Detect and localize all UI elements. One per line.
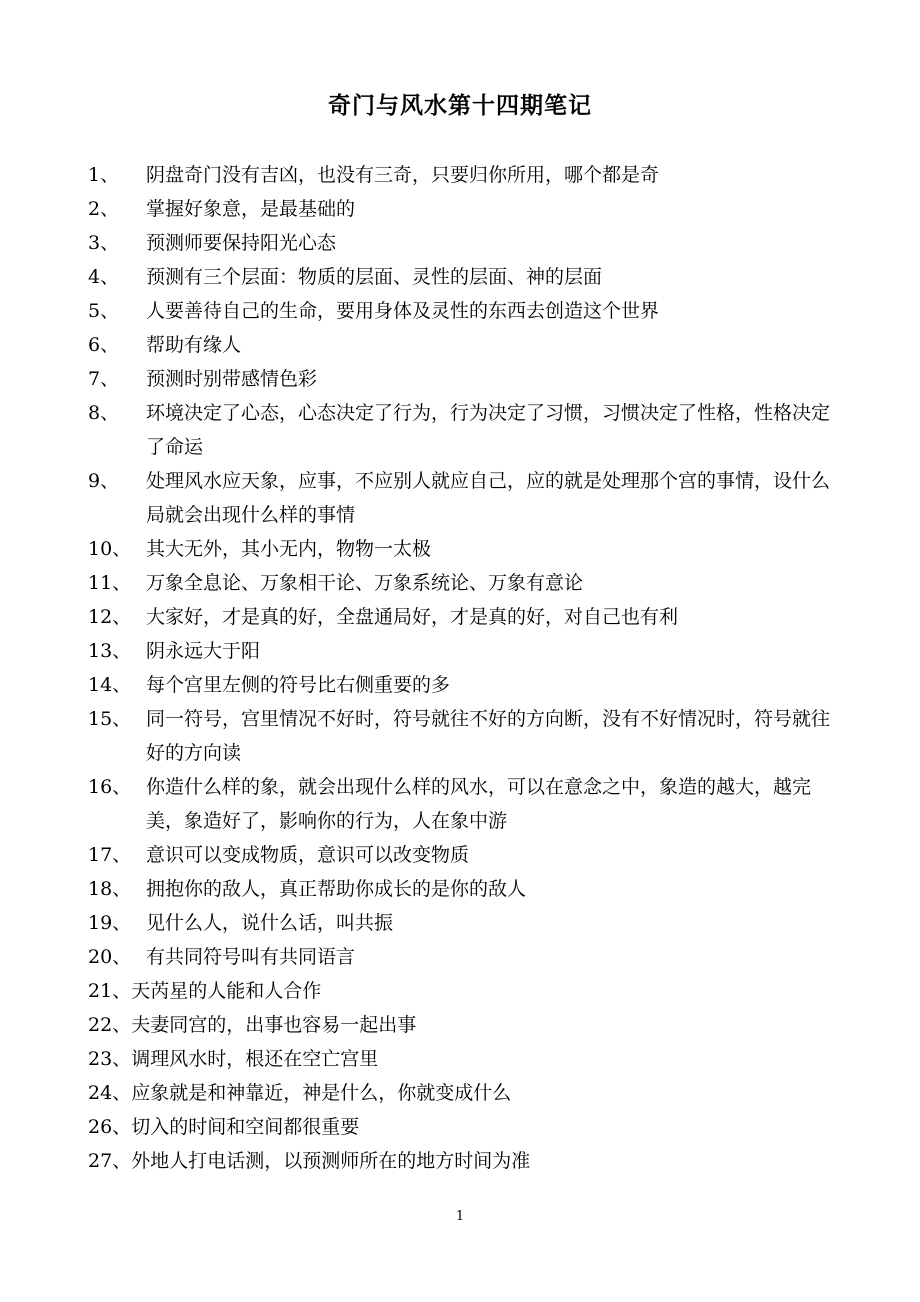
note-text: 环境决定了心态，心态决定了行为，行为决定了习惯，习惯决定了性格，性格决定了命运 <box>146 402 831 458</box>
note-number: 27、 <box>88 1150 132 1172</box>
note-number: 17、 <box>88 844 132 866</box>
note-item <box>88 396 848 464</box>
note-item <box>88 1110 848 1144</box>
note-number: 9、 <box>88 470 120 492</box>
note-text: 有共同符号叫有共同语言 <box>146 946 356 968</box>
note-text: 天芮星的人能和人合作 <box>131 980 322 1002</box>
note-number: 12、 <box>88 606 132 628</box>
note-number: 16、 <box>88 776 132 798</box>
note-number: 18、 <box>88 878 132 900</box>
note-number: 13、 <box>88 640 132 662</box>
note-number: 3、 <box>88 232 120 254</box>
note-text: 掌握好象意，是最基础的 <box>146 198 356 220</box>
note-text: 调理风水时，根还在空亡宫里 <box>131 1048 379 1070</box>
note-item <box>88 328 848 362</box>
note-text: 预测时别带感情色彩 <box>146 368 318 390</box>
note-item <box>88 260 848 294</box>
note-number: 22、 <box>88 1014 132 1036</box>
note-text: 阴永远大于阳 <box>146 640 261 662</box>
note-text: 万象全息论、万象相干论、万象系统论、万象有意论 <box>146 572 584 594</box>
note-item <box>88 940 848 974</box>
note-text: 阴盘奇门没有吉凶，也没有三奇，只要归你所用，哪个都是奇 <box>146 164 660 186</box>
note-item <box>88 566 848 600</box>
document-title: 奇门与风水第十四期笔记 <box>328 92 592 119</box>
note-text: 意识可以变成物质，意识可以改变物质 <box>146 844 470 866</box>
note-item <box>88 1042 848 1076</box>
note-number: 19、 <box>88 912 132 934</box>
note-item <box>88 464 848 532</box>
note-item <box>88 872 848 906</box>
note-text: 夫妻同宫的，出事也容易一起出事 <box>131 1014 417 1036</box>
note-number: 5、 <box>88 300 120 322</box>
note-text: 切入的时间和空间都很重要 <box>131 1116 360 1138</box>
note-item <box>88 158 848 192</box>
note-number: 21、 <box>88 980 132 1002</box>
note-text: 处理风水应天象，应事，不应别人就应自己，应的就是处理那个宫的事情，设什么局就会出现什么样的事情 <box>146 470 831 526</box>
note-text: 拥抱你的敌人，真正帮助你成长的是你的敌人 <box>146 878 527 900</box>
note-item <box>88 702 848 770</box>
note-item <box>88 770 848 838</box>
note-item <box>88 634 848 668</box>
note-text: 见什么人，说什么话，叫共振 <box>146 912 394 934</box>
note-number: 6、 <box>88 334 120 356</box>
note-number: 8、 <box>88 402 120 424</box>
note-text: 应象就是和神靠近，神是什么，你就变成什么 <box>131 1082 512 1104</box>
note-item <box>88 192 848 226</box>
note-item <box>88 1076 848 1110</box>
note-text: 人要善待自己的生命，要用身体及灵性的东西去创造这个世界 <box>146 300 660 322</box>
note-item <box>88 1008 848 1042</box>
note-number: 15、 <box>88 708 132 730</box>
note-number: 14、 <box>88 674 132 696</box>
note-text: 预测有三个层面：物质的层面、灵性的层面、神的层面 <box>146 266 603 288</box>
page-number: 1 <box>455 1209 465 1224</box>
note-text: 帮助有缘人 <box>146 334 242 356</box>
note-text: 大家好，才是真的好，全盘通局好，才是真的好，对自己也有利 <box>146 606 679 628</box>
note-number: 11、 <box>88 572 132 594</box>
note-number: 20、 <box>88 946 132 968</box>
note-number: 2、 <box>88 198 120 220</box>
note-text: 预测师要保持阳光心态 <box>146 232 337 254</box>
note-number: 7、 <box>88 368 120 390</box>
note-number: 23、 <box>88 1048 132 1070</box>
notes-list <box>88 158 848 1178</box>
note-text: 每个宫里左侧的符号比右侧重要的多 <box>146 674 451 696</box>
note-text: 同一符号，宫里情况不好时，符号就往不好的方向断，没有不好情况时，符号就往好的方向读 <box>146 708 831 764</box>
note-item <box>88 906 848 940</box>
note-text: 外地人打电话测，以预测师所在的地方时间为准 <box>131 1150 531 1172</box>
note-number: 4、 <box>88 266 120 288</box>
note-text: 其大无外，其小无内，物物一太极 <box>146 538 432 560</box>
note-item <box>88 668 848 702</box>
note-number: 10、 <box>88 538 132 560</box>
note-item <box>88 226 848 260</box>
note-item <box>88 294 848 328</box>
note-item <box>88 600 848 634</box>
note-item <box>88 532 848 566</box>
note-item <box>88 1144 848 1178</box>
note-item <box>88 838 848 872</box>
note-number: 24、 <box>88 1082 132 1104</box>
note-number: 1、 <box>88 164 120 186</box>
note-number: 26、 <box>88 1116 132 1138</box>
note-item <box>88 974 848 1008</box>
note-text: 你造什么样的象，就会出现什么样的风水，可以在意念之中，象造的越大，越完美，象造好了，影响你的行为，人在象中游 <box>146 776 812 832</box>
note-item <box>88 362 848 396</box>
